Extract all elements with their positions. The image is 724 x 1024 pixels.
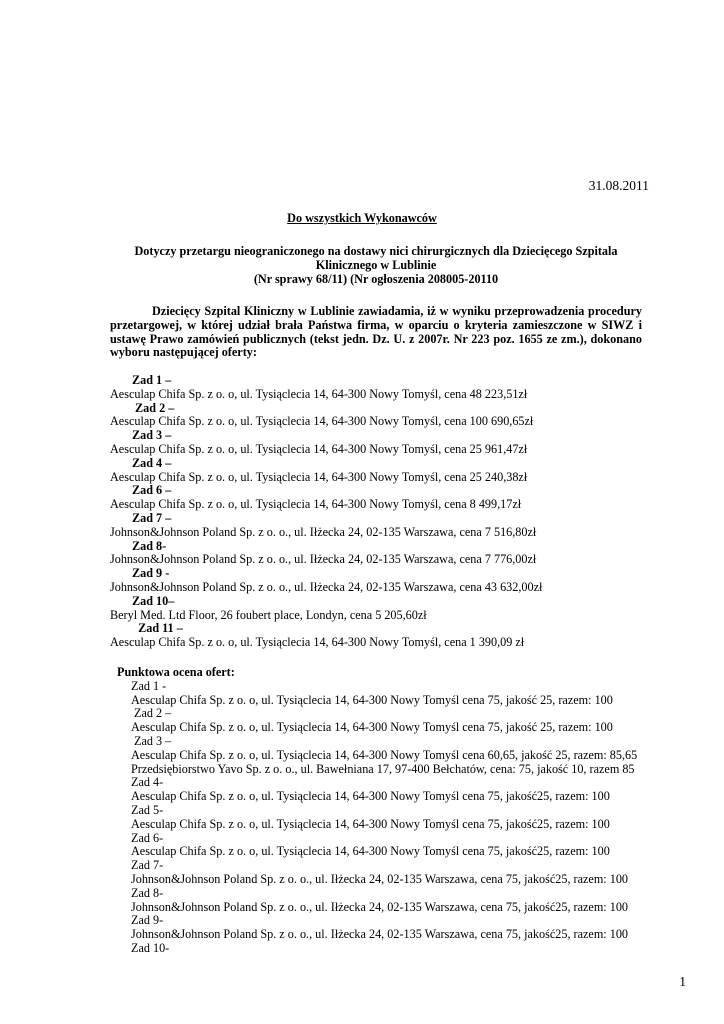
score-item [131,680,670,708]
score-offer-text: Aesculap Chifa Sp. z o. o, ul. Tysiąclecia 14, 64-300 Nowy Tomyśl cena 75, jakość25, razem: 100 [131,844,610,859]
award-winner-text: Johnson&Johnson Poland Sp. z o. o., ul. Iłżecka 24, 02-135 Warszawa, cena 43 632,00zł [110,579,543,594]
award-task-heading: Zad 9 - [132,566,170,581]
score-task-label: Zad 7- [131,858,164,873]
award-winner-text: Johnson&Johnson Poland Sp. z o. o., ul. Iłżecka 24, 02-135 Warszawa, cena 7 516,80zł [110,524,537,539]
score-task-label: Zad 10- [131,940,170,955]
score-task-label: Zad 5- [131,802,164,817]
award-task-heading: Zad 11 – [132,621,183,636]
subject-line: Klinicznego w Lublinie [315,257,437,272]
award-item [110,622,642,650]
scores-title: Punktowa ocena ofert: [117,665,235,679]
addressee-heading: Do wszystkich Wykonawców [287,211,437,225]
award-item [110,540,642,568]
award-task-heading: Zad 6 – [132,483,172,498]
score-task-label: Zad 9- [131,913,164,928]
document-date: 31.08.2011 [588,178,649,193]
subject-line: Dotyczy przetargu nieograniczonego na dostawy nici chirurgicznych dla Dziecięcego Szpitala [134,244,618,258]
score-offer-text: Aesculap Chifa Sp. z o. o, ul. Tysiąclecia 14, 64-300 Nowy Tomyśl cena 75, jakość25, razem: 100 [131,789,610,804]
score-task-label: Zad 4- [131,775,164,790]
score-offer-text: Johnson&Johnson Poland Sp. z o. o., ul. Iłżecka 24, 02-135 Warszawa, cena 75, jakość25, razem: 100 [131,871,629,886]
subject-heading [110,245,642,286]
score-task-label: Zad 8- [131,885,164,900]
award-item [110,484,642,512]
award-winner-text: Aesculap Chifa Sp. z o. o, ul. Tysiąclecia 14, 64-300 Nowy Tomyśl, cena 100 690,65zł [110,414,534,429]
awards-list [110,374,642,650]
intro-text: Dziecięcy Szpital Kliniczny w Lublinie zawiadamia, iż w wyniku przeprowadzenia procedury przetargowej, w której udział brała Państwa firma, w oparciu o kryteria zamieszczone w SIWZ i ustawę Prawo zamówień publicznych (tekst jedn. Dz. U. z 2007r. Nr 223 poz. 1655 ze zm.), dokonano wyboru następującej oferty: [110,304,642,360]
award-task-heading: Zad 3 – [132,428,172,443]
score-item [131,859,670,887]
award-winner-text: Aesculap Chifa Sp. z o. o, ul. Tysiąclecia 14, 64-300 Nowy Tomyśl, cena 1 390,09 zł [110,635,525,650]
score-offer-text: Aesculap Chifa Sp. z o. o, ul. Tysiąclecia 14, 64-300 Nowy Tomyśl cena 75, jakość25, razem: 100 [131,816,610,831]
award-task-heading: Zad 8- [132,538,167,553]
award-winner-text: Aesculap Chifa Sp. z o. o, ul. Tysiąclecia 14, 64-300 Nowy Tomyśl, cena 48 223,51zł [110,386,528,401]
subject-line: (Nr sprawy 68/11) (Nr ogłoszenia 208005-20110 [253,271,499,286]
award-winner-text: Aesculap Chifa Sp. z o. o, ul. Tysiąclecia 14, 64-300 Nowy Tomyśl, cena 25 961,47zł [110,441,528,456]
scores-section [110,666,670,956]
score-item [131,914,670,942]
score-task-label: Zad 2 – [131,706,172,721]
score-task-label: Zad 3 – [131,733,172,748]
award-item [110,595,642,623]
award-item [110,457,642,485]
score-item [131,707,670,735]
score-item [131,887,670,915]
page-number: 1 [679,974,686,989]
award-item [110,567,642,595]
score-task-label: Zad 6- [131,830,164,845]
score-item [131,832,670,860]
award-winner-text: Beryl Med. Ltd Floor, 26 foubert place, Londyn, cena 5 205,60zł [110,607,427,622]
award-task-heading: Zad 10– [132,593,175,608]
score-offer-text: Johnson&Johnson Poland Sp. z o. o., ul. Iłżecka 24, 02-135 Warszawa, cena 75, jakość25, razem: 100 [131,899,629,914]
score-task-label: Zad 1 - [131,678,167,693]
award-item [110,402,642,430]
award-winner-text: Johnson&Johnson Poland Sp. z o. o., ul. Iłżecka 24, 02-135 Warszawa, cena 7 776,00zł [110,552,537,567]
award-item [110,512,642,540]
score-offer-text: Aesculap Chifa Sp. z o. o, ul. Tysiąclecia 14, 64-300 Nowy Tomyśl cena 60,65, jakość 25, razem: 85,65 [131,747,638,762]
score-offer-text: Aesculap Chifa Sp. z o. o, ul. Tysiąclecia 14, 64-300 Nowy Tomyśl cena 75, jakość 25, razem: 100 [131,720,613,735]
score-item [131,735,670,776]
score-item [131,776,670,804]
award-task-heading: Zad 7 – [132,510,172,525]
award-winner-text: Aesculap Chifa Sp. z o. o, ul. Tysiąclecia 14, 64-300 Nowy Tomyśl, cena 25 240,38zł [110,469,528,484]
score-offer-text: Johnson&Johnson Poland Sp. z o. o., ul. Iłżecka 24, 02-135 Warszawa, cena 75, jakość25, razem: 100 [131,927,629,942]
intro-paragraph [110,305,642,360]
score-offer-text: Przedsiębiorstwo Yavo Sp. z o. o., ul. Bawełniana 17, 97-400 Bełchatów, cena: 75, jakość 10, razem 85 [131,761,635,776]
award-task-heading: Zad 1 – [132,373,172,387]
score-offer-text: Aesculap Chifa Sp. z o. o, ul. Tysiąclecia 14, 64-300 Nowy Tomyśl cena 75, jakość 25, razem: 100 [131,692,613,707]
score-item [131,804,670,832]
award-item [110,429,642,457]
award-task-heading: Zad 4 – [132,455,172,470]
score-item [131,942,670,956]
award-task-heading: Zad 2 – [132,400,175,415]
award-item [110,374,642,402]
award-winner-text: Aesculap Chifa Sp. z o. o, ul. Tysiąclecia 14, 64-300 Nowy Tomyśl, cena 8 499,17zł [110,497,522,512]
scores-list [131,680,670,956]
